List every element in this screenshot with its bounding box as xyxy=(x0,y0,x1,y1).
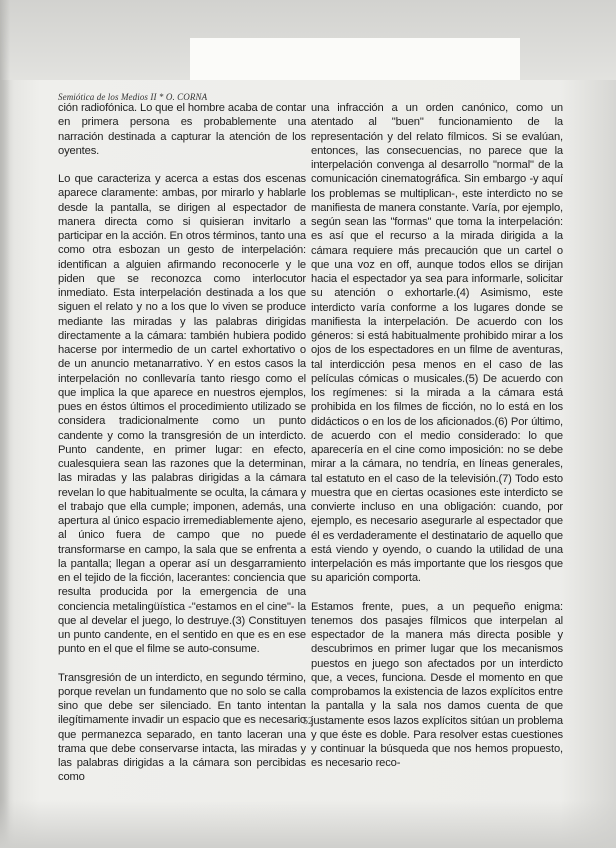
paragraph-enigma: Estamos frente, pues, a un pequeño enigma: tenemos dos pasajes fílmicos que interpelan al espectador de la manera más directa posible y descubrimos en primer lugar que los mecanismos puestos en juego son afectados por un interdicto que, a veces, funciona. Desde el momento en que comprobamos la existencia de lazos explícitos entre la pantalla y la sala nos damos cuenta de que justamente esos lazos explícitos sitúan un problema y que éste es doble. Para resolver estas cuestiones y continuar la búsqueda que nos hemos propuesto, es necesario reco- xyxy=(311,600,563,770)
right-column xyxy=(311,101,563,785)
paragraph-infraccion: una infracción a un orden canónico, como un atentado al "buen" funcionamiento de la representación y del relato fílmicos. Si se evalúan, entonces, las consecuencias, no parece que la interpelación convenga al desarrollo "normal" de la comunicación cinematográfica. Sin embargo -y aquí los problemas se multiplican-, este interdicto no se manifiesta de manera constante. Varía, por ejemplo, según sean las "formas" que toma la interpelación: es así que el recurso a la mirada dirigida a la cámara requiere más precaución que un cartel o que una voz en off, aunque todos ellos se dirijan hacia el espectador ya sea para informarle, solicitar su atención o exhortarle.(4) Asimismo, este interdicto varía conforme a los lugares donde se manifiesta la interpelación. De acuerdo con los géneros: si está habitualmente prohibido mirar a los ojos de los espectadores en un filme de aventuras, tal interdicción pesa menos en el caso de las películas cómicas o musicales.(5) De acuerdo con los regímenes: si la mirada a la cámara está prohibida en los filmes de ficción, no lo está en los didácticos o en los de los aficionados.(6) Por último, de acuerdo con el medio considerado: lo que aparecería en el cine como imposición: no se debe mirar a la cámara, no tendría, en líneas generales, tal estatuto en el caso de la televisión.(7) Todo esto muestra que en ciertas ocasiones este interdicto se convierte incluso en una obligación: cuando, por ejemplo, es necesario asegurarle al espectador que él es verdaderamente el destinatario de aquello que está viendo y oyendo, o cuando la utilidad de una interpelación es más importante que los riesgos que su aparición comporta. xyxy=(311,102,563,585)
scan-bottom-margin xyxy=(0,800,616,848)
page-number: 52 xyxy=(303,716,313,727)
paragraph-transgresion: Transgresión de un interdicto, en segundo término, porque revelan un fundamento que no solo se calla sino que debe ser silenciado. En tanto intentan ilegítimamente invadir un espacio que es necesario que permanezca separado, en tanto laceran una trama que debe conservarse intacta, las miradas y las palabras dirigidas a la cámara son percibidas como xyxy=(58,671,306,784)
paragraph-escenas: Lo que caracteriza y acerca a estas dos escenas aparece claramente: ambas, por mirarlo y hablarle desde la pantalla, se dirigen al espectador de manera directa como si quisieran invitarlo a participar en la acción. En otros términos, tanto una como otra esbozan un gesto de interpelación: identifican a alguien afirmando reconocerle y le piden que se reconozca como interlocutor inmediato. Esta interpelación destinada a los que siguen el relato y no a los que lo viven se produce mediante las miradas y las palabras dirigidas directamente a la cámara: también hubiera podido hacerse por intermedio de un cartel exhortativo o de un anuncio metanarrativo. Y en estos casos la interpelación no conllevaría tanto riesgo como el que implica la que aparece en nuestros ejemplos, pues en éstos últimos el procedimiento utilizado se considera tradicionalmente como un punto candente y como la transgresión de un interdicto. Punto candente, en primer lugar: en efecto, cualesquiera sean las razones que la determinan, las miradas y las palabras dirigidas a la cámara revelan lo que habitualmente se oculta, la cámara y el trabajo que ella cumple; imponen, además, una apertura al único espacio irremediablemente ajeno, al único fuera de campo que no puede transformarse en campo, la sala que se enfrenta a la pantalla; llegan a operar así un desgarramiento en el tejido de la ficción, lacerantes: conciencia que resulta producida por la emergencia de una conciencia metalingüística -"estamos en el cine"- la que al develar el juego, lo destruye.(3) Constituyen un punto candente, en el sentido en que es en ese punto en el que el filme se auto-consume. xyxy=(58,173,306,656)
paragraph-continuation: ción radiofónica. Lo que el hombre acaba de contar en primera persona es probablemente una narración destinada a capturar la atención de los oyentes. xyxy=(58,102,306,157)
blank-paper-patch xyxy=(190,38,520,80)
left-column xyxy=(58,101,306,799)
running-header: Semiótica de los Medios II * O. CORNA xyxy=(58,92,208,102)
